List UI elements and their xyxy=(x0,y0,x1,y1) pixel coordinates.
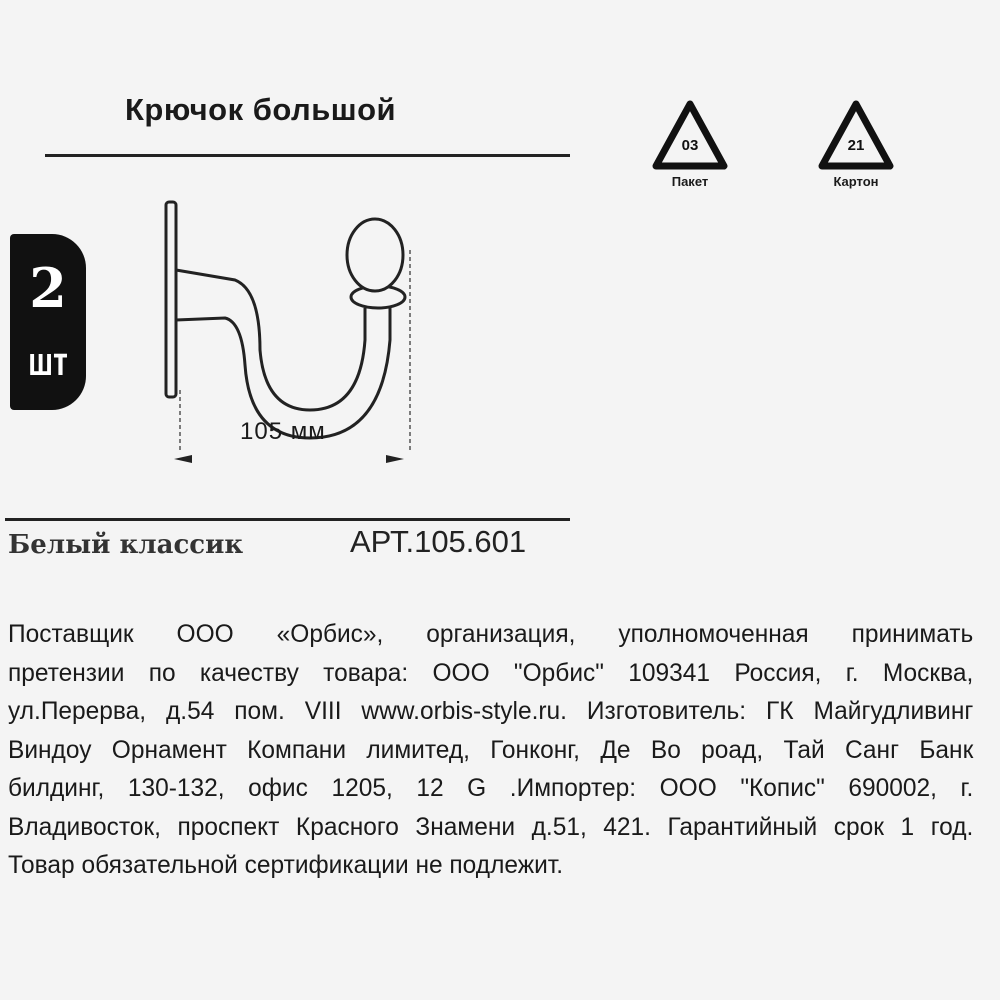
recycle-label: Пакет xyxy=(671,174,709,189)
quantity-count: 2 xyxy=(29,256,67,320)
product-title: Крючок большой xyxy=(125,92,397,127)
info-line: Виндоу Орнамент Компани лимитед, Гонконг, Де Во роад, Тай Санг Банк xyxy=(8,735,974,764)
info-line: претензии по качеству товара: ООО "Орбис" 109341 Россия, г. Москва, xyxy=(8,658,974,687)
color-name: Белый классик xyxy=(8,530,244,560)
recycle-code: 21 xyxy=(847,137,865,154)
quantity-badge xyxy=(10,234,86,410)
width-dimension: 105 мм xyxy=(240,418,326,445)
title-divider xyxy=(45,154,570,157)
recycle-triangle-icon xyxy=(816,98,896,174)
info-line: Товар обязательной сертификации не подлежит. xyxy=(8,851,564,879)
supplier-info xyxy=(8,615,973,885)
info-line: Поставщик ООО «Орбис», организация, уполномоченная принимать xyxy=(8,620,974,648)
article-number: АРТ.105.601 xyxy=(350,524,527,559)
info-line: билдинг, 130-132, офис 1205, 12 G .Импортер: ООО "Копис" 690002, г. xyxy=(8,774,974,802)
info-line: Владивосток, проспект Красного Знамени д.51, 421. Гарантийный срок 1 год. xyxy=(8,812,974,841)
recycle-symbol-cardboard xyxy=(811,98,901,189)
recycle-triangle-icon xyxy=(650,98,730,174)
info-line: ул.Перерва, д.54 пом. VIII www.orbis-style.ru. Изготовитель: ГК Майгудливинг xyxy=(8,697,974,725)
recycle-label: Картон xyxy=(833,174,879,189)
bottom-divider xyxy=(5,518,570,521)
recycle-code: 03 xyxy=(681,137,699,154)
quantity-unit: шт xyxy=(28,340,68,384)
recycle-symbol-bag xyxy=(645,98,735,189)
